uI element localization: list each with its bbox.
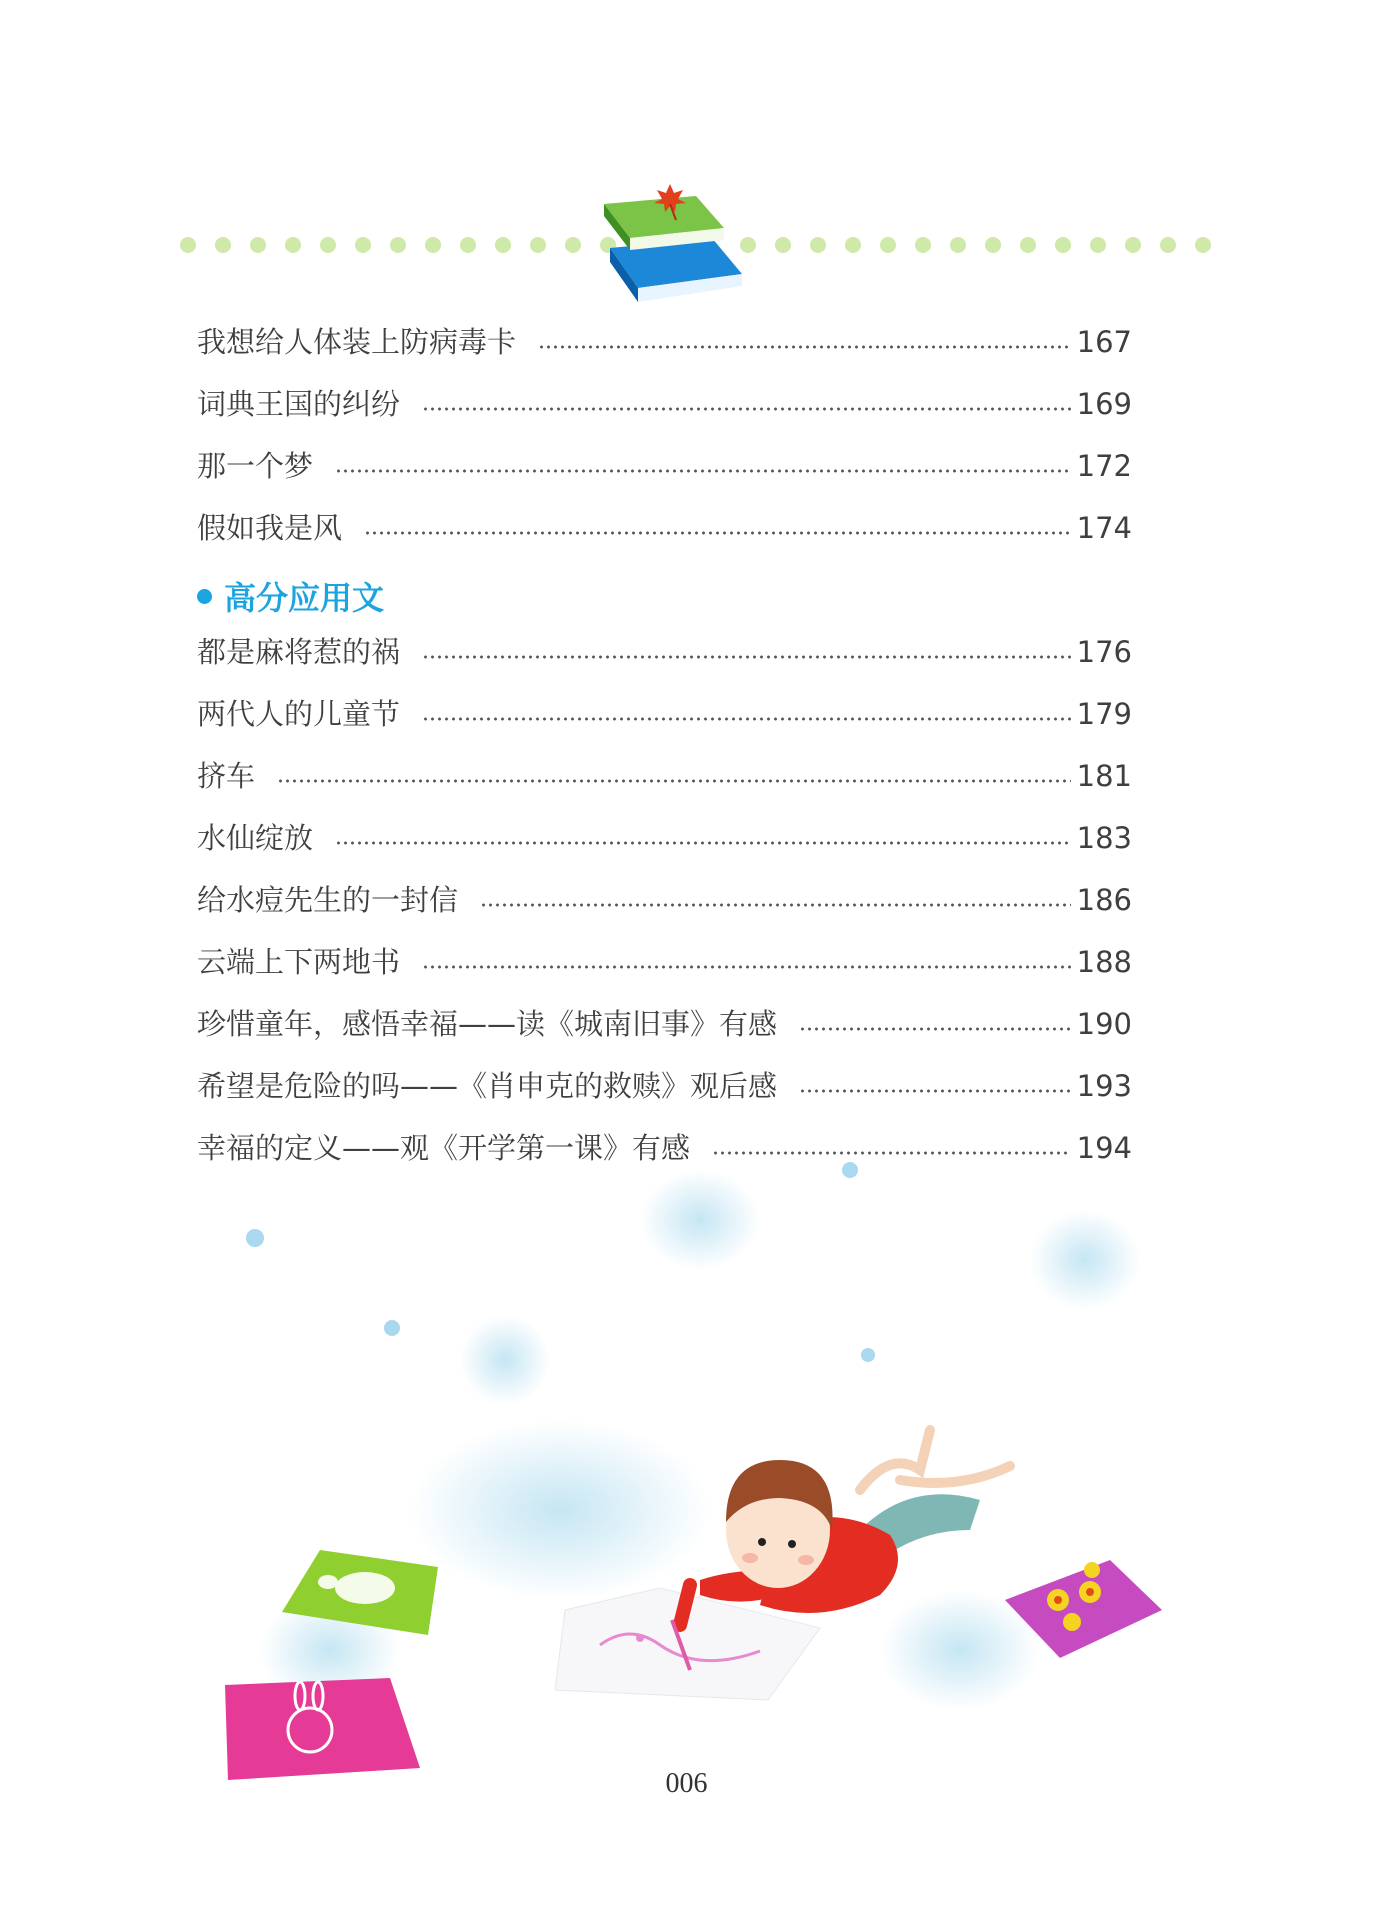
- toc-entry-title: 两代人的儿童节: [197, 697, 401, 731]
- toc-entry-page: 176: [1076, 635, 1132, 669]
- child-drawing-illustration: [0, 1130, 1373, 1820]
- toc-entry-page: 174: [1076, 511, 1132, 545]
- section-heading: [197, 574, 384, 618]
- toc-entry-page: 183: [1076, 821, 1132, 855]
- toc-entry-title: 希望是危险的吗——《肖申克的救赎》观后感: [197, 1069, 778, 1103]
- dot-leader: [422, 406, 1071, 412]
- toc-entry-page: 190: [1076, 1007, 1132, 1041]
- toc-entry[interactable]: [197, 318, 1132, 360]
- toc-entry-page: 179: [1076, 697, 1132, 731]
- page-number: 006: [665, 1768, 708, 1799]
- toc-entry-title: 水仙绽放: [197, 821, 314, 855]
- dot-leader: [335, 468, 1071, 474]
- toc-entry[interactable]: [197, 876, 1132, 918]
- toc-entry-title: 珍惜童年，感悟幸福——读《城南旧事》有感: [197, 1007, 778, 1041]
- toc-entry-title: 幸福的定义——观《开学第一课》有感: [197, 1131, 691, 1165]
- toc-entry-page: 186: [1076, 883, 1132, 917]
- toc-entry-title: 云端上下两地书: [197, 945, 401, 979]
- toc-entry-title: 假如我是风: [197, 511, 343, 545]
- dot-leader: [422, 654, 1071, 660]
- dot-leader: [480, 902, 1071, 908]
- toc-entry-page: 172: [1076, 449, 1132, 483]
- toc-entry[interactable]: [197, 814, 1132, 856]
- toc-entry-page: 188: [1076, 945, 1132, 979]
- toc-entry-title: 都是麻将惹的祸: [197, 635, 401, 669]
- toc-entry-title: 我想给人体装上防病毒卡: [197, 325, 517, 359]
- dot-leader: [799, 1026, 1071, 1032]
- dot-leader: [277, 778, 1071, 784]
- dot-leader: [799, 1088, 1071, 1094]
- toc-entry-page: 194: [1076, 1131, 1132, 1165]
- dot-leader: [422, 716, 1071, 722]
- toc-entry[interactable]: [197, 504, 1132, 546]
- toc-entry[interactable]: [197, 1000, 1132, 1042]
- section-bullet-icon: [197, 589, 212, 604]
- toc-entry-page: 169: [1076, 387, 1132, 421]
- dot-leader: [538, 344, 1071, 350]
- section-title: 高分应用文: [224, 579, 385, 617]
- toc-entry[interactable]: [197, 1062, 1132, 1104]
- dot-leader: [422, 964, 1071, 970]
- toc-entry-title: 挤车: [197, 759, 256, 793]
- toc-entry[interactable]: [197, 690, 1132, 732]
- stacked-books-icon: [600, 178, 750, 310]
- toc-entry-title: 给水痘先生的一封信: [197, 883, 459, 917]
- dot-leader: [364, 530, 1071, 536]
- toc-entry[interactable]: [197, 442, 1132, 484]
- toc-entry-page: 167: [1076, 325, 1132, 359]
- toc-entry[interactable]: [197, 938, 1132, 980]
- toc-entry-page: 181: [1076, 759, 1132, 793]
- toc-entry-title: 词典王国的纠纷: [197, 387, 401, 421]
- dot-leader: [335, 840, 1071, 846]
- toc-entry-title: 那一个梦: [197, 449, 314, 483]
- toc-entry[interactable]: [197, 752, 1132, 794]
- toc-entry[interactable]: [197, 628, 1132, 670]
- toc-entry[interactable]: [197, 380, 1132, 422]
- toc-entry-page: 193: [1076, 1069, 1132, 1103]
